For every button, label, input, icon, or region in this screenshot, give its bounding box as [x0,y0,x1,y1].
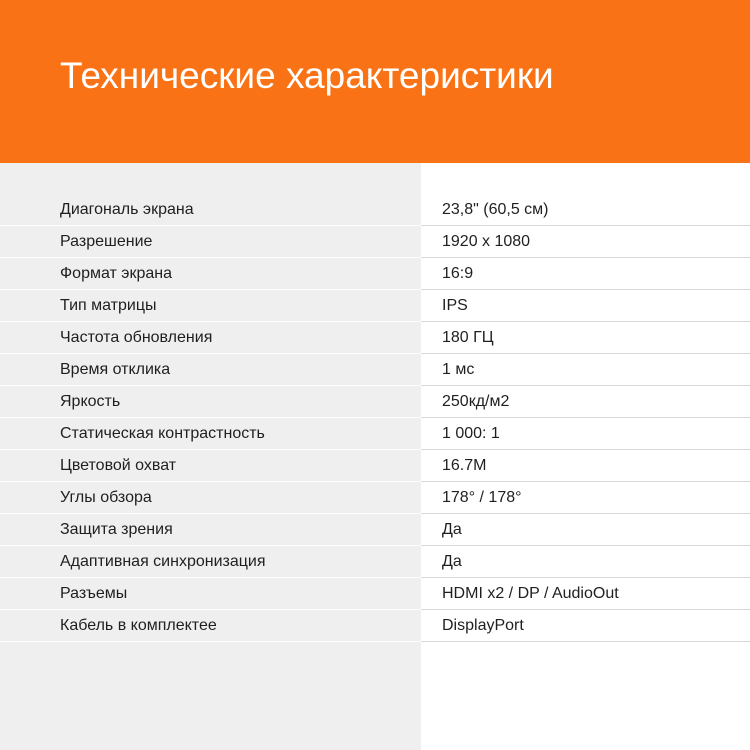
spec-row-included-cable [0,610,750,642]
spec-row-refresh-rate [0,322,750,354]
spec-value-response-time: 1 мс [442,361,475,378]
spec-label-response-time: Время отклика [60,361,171,378]
spec-label-matrix-type: Тип матрицы [60,297,157,314]
spec-label-refresh-rate: Частота обновления [60,329,213,346]
spec-label-resolution: Разрешение [60,233,153,250]
spec-value-static-contrast: 1 000: 1 [442,425,500,442]
spec-row-ports [0,578,750,610]
spec-row-response-time [0,354,750,386]
spec-row-resolution [0,226,750,258]
spec-value-included-cable: DisplayPort [442,617,524,634]
spec-label-screen-diagonal: Диагональ экрана [60,201,194,218]
page-title: Технические характеристики [60,55,554,96]
spec-value-aspect-ratio: 16:9 [442,265,474,282]
spec-value-ports: HDMI x2 / DP / AudioOut [442,585,619,602]
spec-value-matrix-type: IPS [442,297,468,314]
specifications-table [0,194,750,642]
spec-label-ports: Разъемы [60,585,128,602]
spec-row-eye-protection [0,514,750,546]
spec-row-adaptive-sync [0,546,750,578]
spec-row-static-contrast [0,418,750,450]
spec-label-static-contrast: Статическая контрастность [60,425,265,442]
spec-row-color-gamut [0,450,750,482]
spec-label-included-cable: Кабель в комплектее [60,617,217,634]
spec-label-brightness: Яркость [60,393,121,410]
spec-label-adaptive-sync: Адаптивная синхронизация [60,553,266,570]
spec-row-brightness [0,386,750,418]
spec-label-viewing-angles: Углы обзора [60,489,152,506]
spec-value-adaptive-sync: Да [442,553,462,570]
spec-value-screen-diagonal: 23,8" (60,5 см) [442,201,549,218]
spec-value-color-gamut: 16.7M [442,457,487,474]
spec-value-eye-protection: Да [442,521,462,538]
spec-row-aspect-ratio [0,258,750,290]
spec-row-viewing-angles [0,482,750,514]
spec-label-color-gamut: Цветовой охват [60,457,177,474]
spec-value-resolution: 1920 x 1080 [442,233,531,250]
spec-label-aspect-ratio: Формат экрана [60,265,172,282]
spec-row-matrix-type [0,290,750,322]
header-banner [0,0,750,163]
spec-row-screen-diagonal [0,194,750,226]
spec-value-viewing-angles: 178° / 178° [442,489,522,506]
spec-label-eye-protection: Защита зрения [60,521,173,538]
spec-value-brightness: 250кд/м2 [442,393,510,410]
spec-value-refresh-rate: 180 ГЦ [442,329,494,346]
